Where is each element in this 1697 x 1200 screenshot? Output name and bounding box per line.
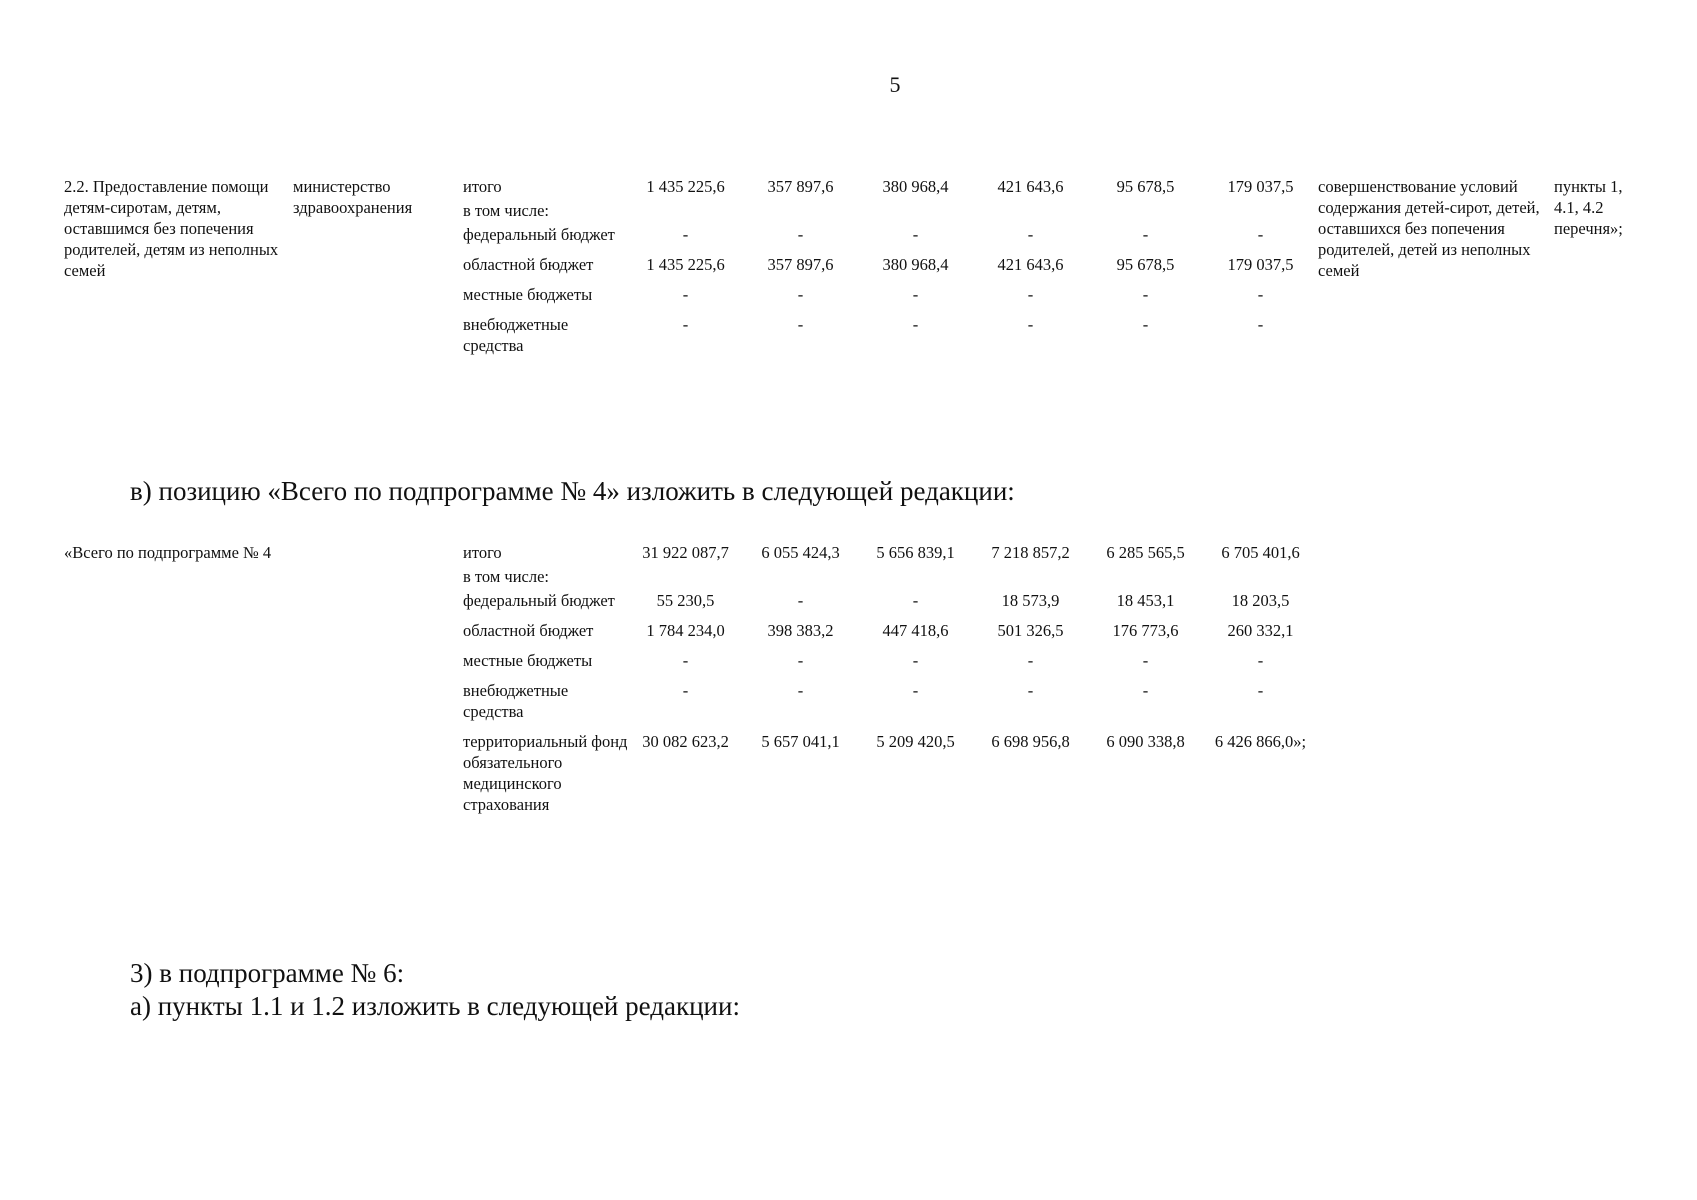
cell-value: - [682,285,689,304]
cell-value: - [1027,285,1034,304]
row-label: территориальный фонд обязательного медицинского страхования [463,732,628,814]
cell-value: - [1027,681,1034,700]
cell-value: 6 055 424,3 [761,543,840,562]
cell-value: 447 418,6 [882,621,949,640]
total-title: «Всего по подпрограмме № 4 [64,543,272,562]
heading-items-edit: а) пункты 1.1 и 1.2 изложить в следующей редакции: [130,991,740,1021]
cell-value [973,200,1088,224]
cell-value: - [1142,225,1149,244]
cell-value: 95 678,5 [1116,177,1175,196]
row-label: федеральный бюджет [463,591,615,610]
cell-value: - [1257,651,1264,670]
cell-value: 357 897,6 [767,177,834,196]
row-label: федеральный бюджет [463,225,615,244]
cell-value: - [912,315,919,334]
cell-value: 1 435 225,6 [646,255,725,274]
subprogram-item-table [64,176,1644,365]
cell-value: - [682,651,689,670]
table-row [64,176,1644,200]
cell-value: - [1257,225,1264,244]
cell-value [743,200,858,224]
cell-value: 6 426 866,0»; [1214,732,1307,751]
cell-value [743,566,858,590]
row-label: местные бюджеты [463,285,593,304]
cell-value: - [1142,681,1149,700]
item-title: 2.2. Предоставление помощи детям-сиротам, детям, оставшимся без попечения родителей, детям из неполных семей [64,177,279,280]
cell-value: - [1257,681,1264,700]
cell-value [858,566,973,590]
cell-value: - [1027,651,1034,670]
cell-value: - [682,681,689,700]
cell-value: - [682,225,689,244]
cell-value: 1 784 234,0 [646,621,725,640]
cell-value: 6 090 338,8 [1106,732,1185,751]
cell-value: 6 705 401,6 [1221,543,1300,562]
cell-value: 398 383,2 [767,621,834,640]
cell-value: - [1257,285,1264,304]
cell-value: - [682,315,689,334]
cell-value: 31 922 087,7 [642,543,729,562]
row-label: областной бюджет [463,621,594,640]
cell-value [628,566,743,590]
cell-value: - [912,591,919,610]
cell-value [1088,200,1203,224]
cell-value: - [797,315,804,334]
cell-value: 7 218 857,2 [991,543,1070,562]
cell-value: 6 698 956,8 [991,732,1070,751]
row-label: итого [463,543,502,562]
cell-value: 95 678,5 [1116,255,1175,274]
cell-value: - [797,225,804,244]
cell-value: 6 285 565,5 [1106,543,1185,562]
cell-value: 55 230,5 [656,591,715,610]
row-label: итого [463,177,502,196]
expected-result: совершенствование условий содержания детей-сирот, детей, оставшихся без попечения родителей, детей из неполных семей [1318,177,1540,280]
cell-value [1203,566,1318,590]
cell-value: 1 435 225,6 [646,177,725,196]
cell-value: 179 037,5 [1227,255,1294,274]
cell-value: - [1027,225,1034,244]
cell-value: - [1142,315,1149,334]
cell-value: 380 968,4 [882,255,949,274]
reference: пункты 1, 4.1, 4.2 перечня»; [1554,177,1623,238]
row-label: внебюджетные средства [463,315,569,355]
cell-value: 179 037,5 [1227,177,1294,196]
cell-value: 18 203,5 [1231,591,1290,610]
cell-value: 5 209 420,5 [876,732,955,751]
cell-value: - [912,651,919,670]
cell-value: - [797,651,804,670]
cell-value [973,566,1088,590]
cell-value: - [1257,315,1264,334]
row-label: в том числе: [463,567,550,586]
table-row [64,542,1318,566]
row-label: местные бюджеты [463,651,593,670]
cell-value: 5 657 041,1 [761,732,840,751]
cell-value: - [912,681,919,700]
cell-value: - [912,225,919,244]
cell-value: - [1027,315,1034,334]
cell-value [1088,566,1203,590]
cell-value: 30 082 623,2 [642,732,729,751]
cell-value: 421 643,6 [997,255,1064,274]
cell-value: - [797,591,804,610]
heading-position-total: в) позицию «Всего по подпрограмме № 4» изложить в следующей редакции: [130,476,1015,506]
cell-value: - [1142,651,1149,670]
cell-value: - [797,681,804,700]
page-number: 5 [889,72,901,97]
heading-subprogram-6: 3) в подпрограмме № 6: [130,958,405,988]
cell-value: 18 573,9 [1001,591,1060,610]
cell-value: 357 897,6 [767,255,834,274]
cell-value: 260 332,1 [1227,621,1294,640]
cell-value: - [1142,285,1149,304]
cell-value: 5 656 839,1 [876,543,955,562]
cell-value: 176 773,6 [1112,621,1179,640]
cell-value: - [912,285,919,304]
cell-value: 18 453,1 [1116,591,1175,610]
cell-value: 380 968,4 [882,177,949,196]
row-label: внебюджетные средства [463,681,569,721]
cell-value [1203,200,1318,224]
cell-value: 421 643,6 [997,177,1064,196]
cell-value: - [797,285,804,304]
executor: министерство здравоохранения [293,177,413,217]
cell-value [628,200,743,224]
subprogram-total-table [64,542,1318,824]
row-label: в том числе: [463,201,550,220]
cell-value [858,200,973,224]
row-label: областной бюджет [463,255,594,274]
cell-value: 501 326,5 [997,621,1064,640]
